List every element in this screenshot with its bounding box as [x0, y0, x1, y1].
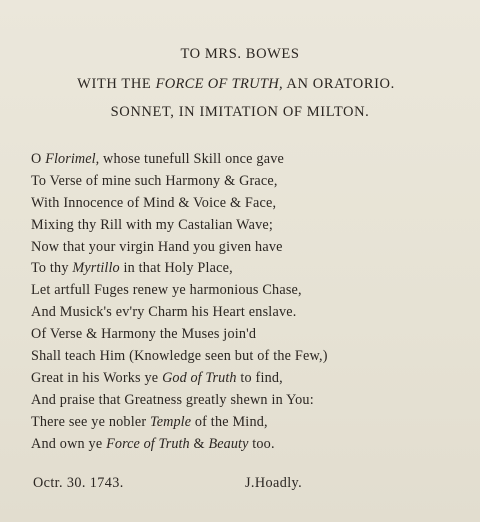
poem-line-italic: God of Truth [162, 369, 237, 386]
poem-line-text: With Innocence of Mind & Voice & Face, [31, 194, 277, 211]
poem-line [31, 171, 451, 193]
sonnet-heading-text: SONNET, IN IMITATION OF MILTON. [110, 104, 370, 120]
poem-line-text: in that Holy Place, [119, 260, 233, 277]
poem-line-text: Mixing thy Rill with my Castalian Wave; [31, 216, 274, 233]
poem-line [31, 280, 451, 302]
poem-line [31, 237, 451, 259]
poem-line [31, 390, 451, 412]
poem-line-text: to find, [236, 369, 283, 386]
poem-line-italic: Temple [150, 413, 192, 430]
poem-line [31, 215, 451, 237]
poem-line [31, 434, 451, 456]
poem-body [31, 149, 451, 455]
poem-line-text: And own ye [31, 435, 107, 452]
sonnet-heading [0, 104, 480, 121]
poem-line [31, 302, 451, 324]
subtitle-prefix: WITH THE [77, 76, 156, 92]
poem-line-text: Great in his Works ye [31, 369, 163, 386]
poem-line-text: Shall teach Him (Knowledge seen but of the Few,) [31, 348, 328, 365]
poem-line [31, 193, 451, 215]
poem-line-text: Let artfull Fuges renew ye harmonious Chase, [31, 282, 302, 299]
poem-line-text: And Musick's ev'ry Charm his Heart enslave. [31, 304, 297, 321]
date-line: Octr. 30. 1743. [33, 475, 124, 491]
poem-line-text: To thy [31, 260, 73, 277]
poem-line-text: And praise that Greatness greatly shewn in You: [31, 391, 314, 408]
subtitle-heading [0, 76, 476, 93]
poem-line [31, 258, 451, 280]
poem-line-text: O [31, 151, 46, 167]
poem-line-text: Now that your virgin Hand you given have [31, 238, 283, 255]
poem-line [31, 149, 451, 171]
dedication-heading [0, 46, 480, 63]
subtitle-suffix: AN ORATORIO. [282, 76, 395, 92]
poem-line [31, 346, 451, 368]
poem-line-text: There see ye nobler [31, 413, 151, 430]
poem-line-text: To Verse of mine such Harmony & Grace, [31, 172, 278, 189]
subtitle-title: FORCE OF TRUTH, [155, 76, 283, 92]
poem-line-text: whose tunefull Skill once gave [99, 151, 284, 167]
poem-line [31, 368, 451, 390]
poem-line-text: & [189, 435, 209, 452]
poem-line-italic: Force of Truth [106, 435, 190, 452]
poem-line-italic: Myrtillo [72, 260, 120, 277]
poem-line-italic: Florimel, [45, 151, 100, 167]
poem-line-text: of the Mind, [191, 413, 268, 430]
poem-line [31, 412, 451, 434]
dedication-text: TO MRS. BOWES [180, 46, 300, 62]
poem-line-text: too. [248, 435, 275, 452]
poem-line-italic: Beauty [208, 435, 249, 452]
poem-line-text: Of Verse & Harmony the Muses join'd [31, 326, 257, 343]
poem-line [31, 324, 451, 346]
author-signature: J.Hoadly. [245, 475, 303, 491]
